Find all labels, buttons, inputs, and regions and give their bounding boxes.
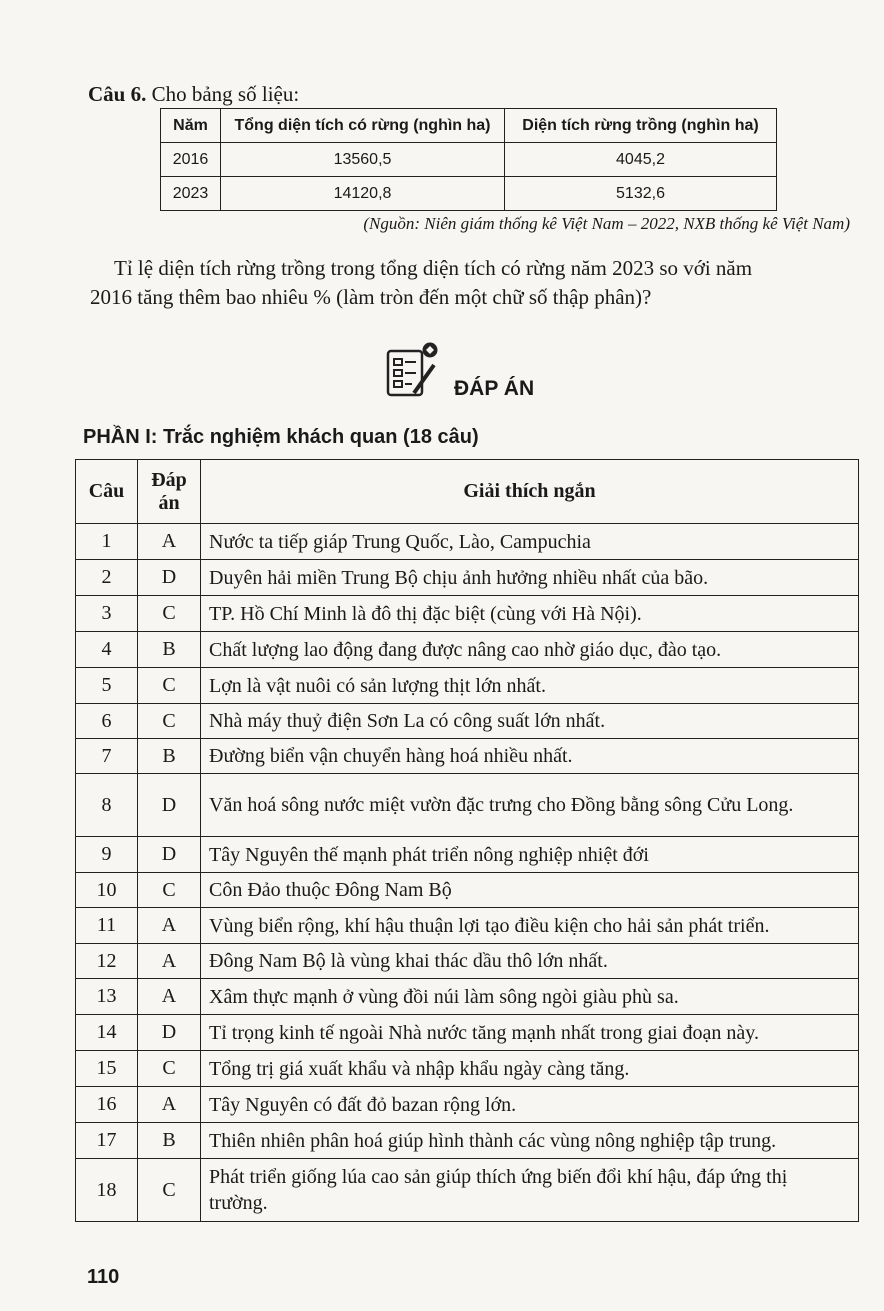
answer-row	[76, 873, 859, 908]
answer-row	[76, 704, 859, 739]
answer-explanation: Duyên hải miền Trung Bộ chịu ảnh hưởng nhiều nhất của bão.	[201, 560, 859, 596]
answer-choice: D	[138, 560, 201, 596]
answer-explanation: Côn Đảo thuộc Đông Nam Bộ	[201, 873, 859, 908]
answer-sheet-icon	[384, 341, 442, 401]
answer-choice: D	[138, 837, 201, 873]
answer-row	[76, 632, 859, 668]
answer-row	[76, 739, 859, 774]
answer-row	[76, 837, 859, 873]
answer-row	[76, 1123, 859, 1159]
header-dap-an-line-1: Đáp	[151, 468, 187, 491]
question-line-1: Tỉ lệ diện tích rừng trồng trong tổng diện tích có rừng năm 2023 so với năm	[114, 256, 753, 280]
answer-header-row	[76, 460, 859, 524]
answer-choice: C	[138, 704, 201, 739]
answer-choice: C	[138, 1051, 201, 1087]
answer-number: 9	[76, 837, 138, 873]
answer-number: 18	[76, 1159, 138, 1222]
answer-number: 5	[76, 668, 138, 704]
answer-row	[76, 560, 859, 596]
forest-data-table	[160, 108, 777, 211]
cell-planted: 5132,6	[505, 177, 777, 211]
answer-number: 10	[76, 873, 138, 908]
header-year: Năm	[161, 109, 221, 143]
answer-explanation: Đông Nam Bộ là vùng khai thác dầu thô lớn nhất.	[201, 944, 859, 979]
question-text	[90, 254, 854, 312]
header-planted-forest: Diện tích rừng trồng (nghìn ha)	[505, 109, 777, 143]
answer-explanation: Nhà máy thuỷ điện Sơn La có công suất lớn nhất.	[201, 704, 859, 739]
answer-row	[76, 524, 859, 560]
answer-number: 15	[76, 1051, 138, 1087]
answer-explanation: Đường biển vận chuyển hàng hoá nhiều nhất.	[201, 739, 859, 774]
answer-explanation: TP. Hồ Chí Minh là đô thị đặc biệt (cùng với Hà Nội).	[201, 596, 859, 632]
answer-number: 17	[76, 1123, 138, 1159]
answer-choice: A	[138, 1087, 201, 1123]
cell-planted: 4045,2	[505, 143, 777, 177]
answer-row	[76, 1159, 859, 1222]
answer-number: 3	[76, 596, 138, 632]
answer-number: 13	[76, 979, 138, 1015]
answer-number: 14	[76, 1015, 138, 1051]
answer-row	[76, 596, 859, 632]
question-label: Câu 6.	[88, 82, 147, 106]
question-6-intro	[88, 82, 299, 107]
answer-choice: B	[138, 632, 201, 668]
cell-total: 14120,8	[221, 177, 505, 211]
answer-number: 16	[76, 1087, 138, 1123]
answer-choice: A	[138, 979, 201, 1015]
answer-number: 7	[76, 739, 138, 774]
answer-number: 6	[76, 704, 138, 739]
answer-explanation: Thiên nhiên phân hoá giúp hình thành các vùng nông nghiệp tập trung.	[201, 1123, 859, 1159]
answer-choice: A	[138, 524, 201, 560]
answer-number: 4	[76, 632, 138, 668]
answer-choice: C	[138, 596, 201, 632]
answer-row	[76, 668, 859, 704]
header-dap-an	[138, 460, 201, 524]
answer-number: 11	[76, 908, 138, 944]
answer-number: 1	[76, 524, 138, 560]
cell-year: 2016	[161, 143, 221, 177]
answer-explanation: Tỉ trọng kinh tế ngoài Nhà nước tăng mạnh nhất trong giai đoạn này.	[201, 1015, 859, 1051]
answer-explanation: Tây Nguyên thế mạnh phát triển nông nghiệp nhiệt đới	[201, 837, 859, 873]
answer-choice: D	[138, 1015, 201, 1051]
answer-choice: C	[138, 873, 201, 908]
answer-title: ĐÁP ÁN	[454, 377, 535, 400]
answer-row	[76, 908, 859, 944]
answer-number: 2	[76, 560, 138, 596]
answer-explanation: Vùng biển rộng, khí hậu thuận lợi tạo điều kiện cho hải sản phát triển.	[201, 908, 859, 944]
answer-choice: B	[138, 1123, 201, 1159]
answer-row	[76, 1015, 859, 1051]
answer-table	[75, 459, 859, 1222]
answer-explanation: Tây Nguyên có đất đỏ bazan rộng lớn.	[201, 1087, 859, 1123]
answer-explanation: Lợn là vật nuôi có sản lượng thịt lớn nhất.	[201, 668, 859, 704]
answer-row	[76, 979, 859, 1015]
answer-choice: A	[138, 908, 201, 944]
answer-explanation: Xâm thực mạnh ở vùng đồi núi làm sông ngòi giàu phù sa.	[201, 979, 859, 1015]
table-row	[161, 143, 777, 177]
answer-row	[76, 1051, 859, 1087]
answer-choice: A	[138, 944, 201, 979]
table-row	[161, 177, 777, 211]
answer-number: 8	[76, 774, 138, 837]
header-cau: Câu	[76, 460, 138, 524]
answer-choice: D	[138, 774, 201, 837]
header-total-forest: Tổng diện tích có rừng (nghìn ha)	[221, 109, 505, 143]
header-dap-an-line-2: án	[158, 491, 180, 514]
part-1-title: PHẦN I: Trắc nghiệm khách quan (18 câu)	[83, 426, 479, 448]
data-source: (Nguồn: Niên giám thống kê Việt Nam – 2022, NXB thống kê Việt Nam)	[363, 214, 850, 233]
answer-choice: C	[138, 668, 201, 704]
answer-row	[76, 774, 859, 837]
question-line-2: 2016 tăng thêm bao nhiêu % (làm tròn đến một chữ số thập phân)?	[90, 285, 652, 309]
question-intro: Cho bảng số liệu:	[151, 82, 300, 106]
page-number: 110	[87, 1266, 120, 1288]
cell-total: 13560,5	[221, 143, 505, 177]
table-header-row	[161, 109, 777, 143]
answer-explanation: Tổng trị giá xuất khẩu và nhập khẩu ngày càng tăng.	[201, 1051, 859, 1087]
answer-choice: C	[138, 1159, 201, 1222]
answer-choice: B	[138, 739, 201, 774]
answer-explanation: Phát triển giống lúa cao sản giúp thích ứng biến đổi khí hậu, đáp ứng thị trường.	[201, 1159, 859, 1222]
answer-row	[76, 1087, 859, 1123]
answer-table-body	[76, 524, 859, 1222]
answer-explanation: Nước ta tiếp giáp Trung Quốc, Lào, Campuchia	[201, 524, 859, 560]
header-giai-thich: Giải thích ngắn	[201, 460, 859, 524]
answer-explanation: Chất lượng lao động đang được nâng cao nhờ giáo dục, đào tạo.	[201, 632, 859, 668]
answer-explanation: Văn hoá sông nước miệt vườn đặc trưng cho Đồng bằng sông Cửu Long.	[201, 774, 859, 837]
cell-year: 2023	[161, 177, 221, 211]
answer-row	[76, 944, 859, 979]
answer-number: 12	[76, 944, 138, 979]
